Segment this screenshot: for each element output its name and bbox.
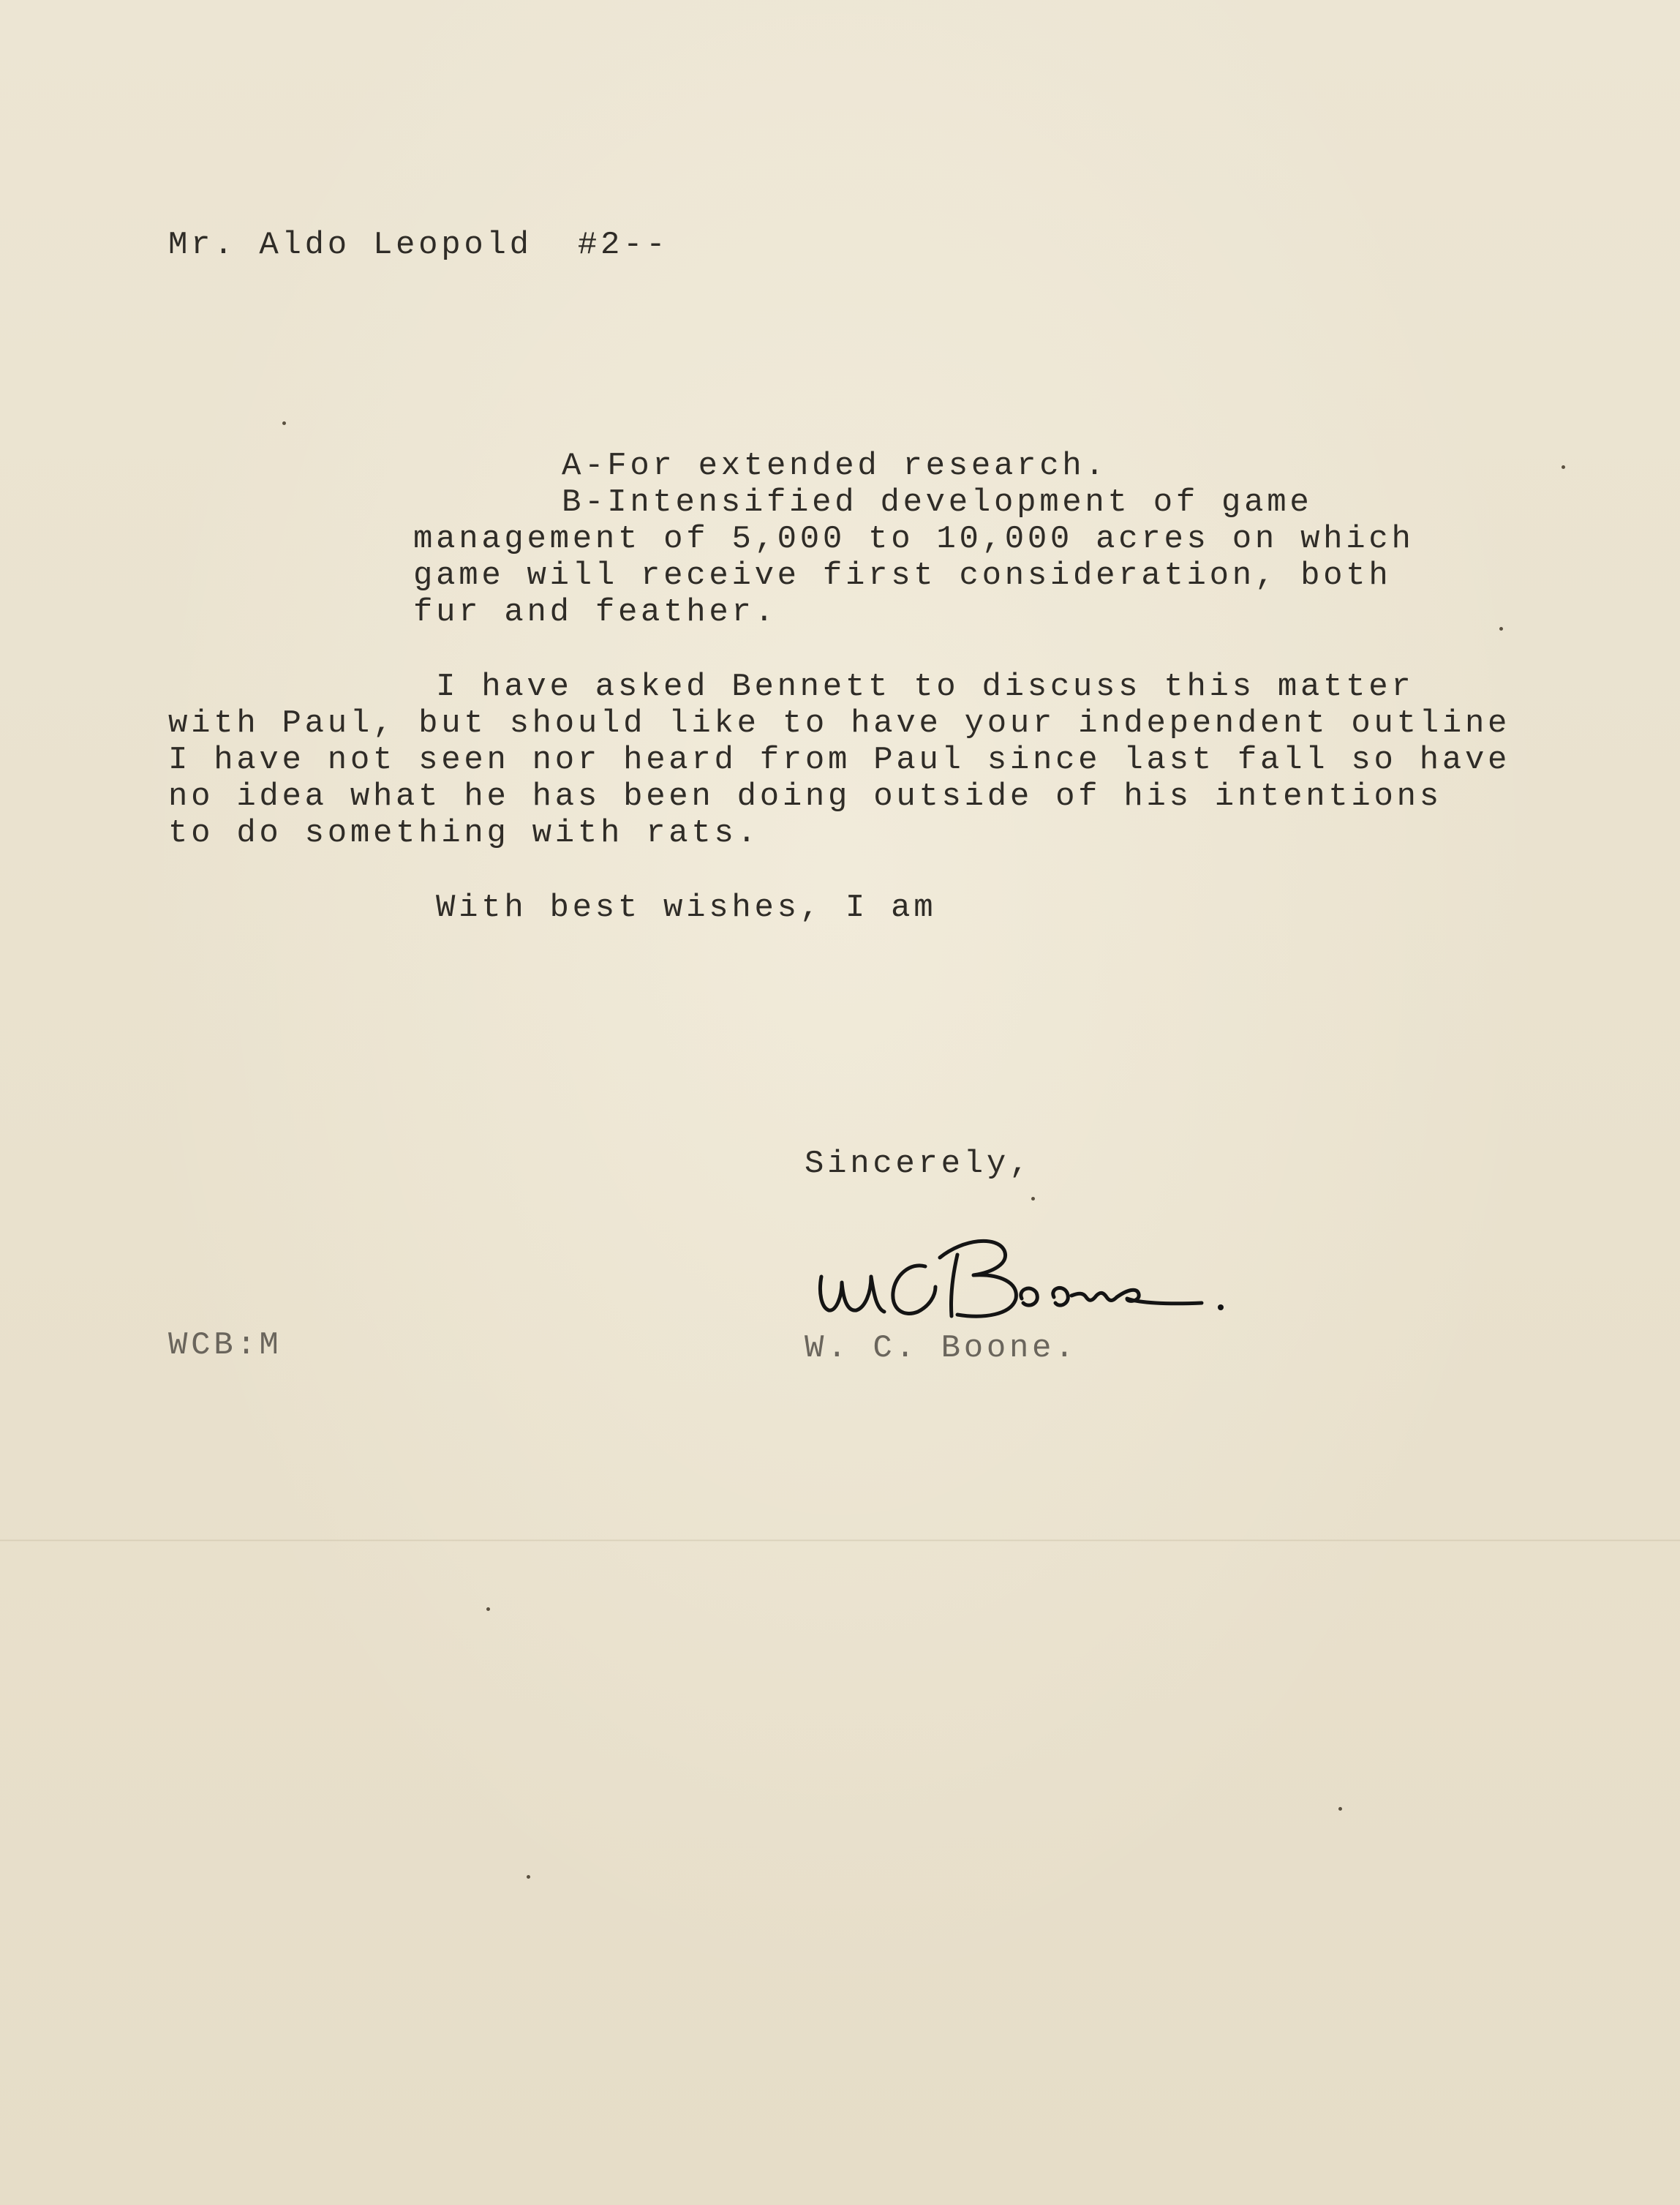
list-item-b-line: management of 5,000 to 10,000 acres on which [413,521,1415,557]
body-paragraph-line: no idea what he has been doing outside of his intentions [168,778,1442,815]
letter-heading: Mr. Aldo Leopold #2-- [168,227,669,263]
paper-speck [486,1607,490,1611]
closing-wishes: With best wishes, I am [436,890,937,926]
list-item-b-line: fur and feather. [413,594,777,631]
paper-speck [1338,1807,1342,1811]
list-item-a: A-For extended research. [562,448,1108,484]
body-paragraph-line: I have asked Bennett to discuss this matter [436,669,1415,705]
paper-speck [282,421,286,425]
paper-speck [1562,465,1565,469]
body-paragraph-line: with Paul, but should like to have your independent outline [168,705,1511,742]
paper-fold-crease [0,1539,1680,1541]
body-paragraph-line: I have not seen nor heard from Paul since last fall so have [168,742,1511,778]
handwritten-signature [801,1225,1254,1342]
paper-speck [527,1875,530,1879]
closing-sincerely: Sincerely, [805,1146,1033,1182]
body-paragraph-line: to do something with rats. [168,815,760,852]
paper-speck [1499,627,1503,631]
list-item-b-line: game will receive first consideration, both [413,557,1392,594]
typist-initials: WCB:M [168,1327,282,1364]
list-item-b-line: B-Intensified development of game [562,484,1313,521]
paper-speck [1031,1197,1035,1201]
typed-signer-name: W. C. Boone. [805,1330,1078,1367]
